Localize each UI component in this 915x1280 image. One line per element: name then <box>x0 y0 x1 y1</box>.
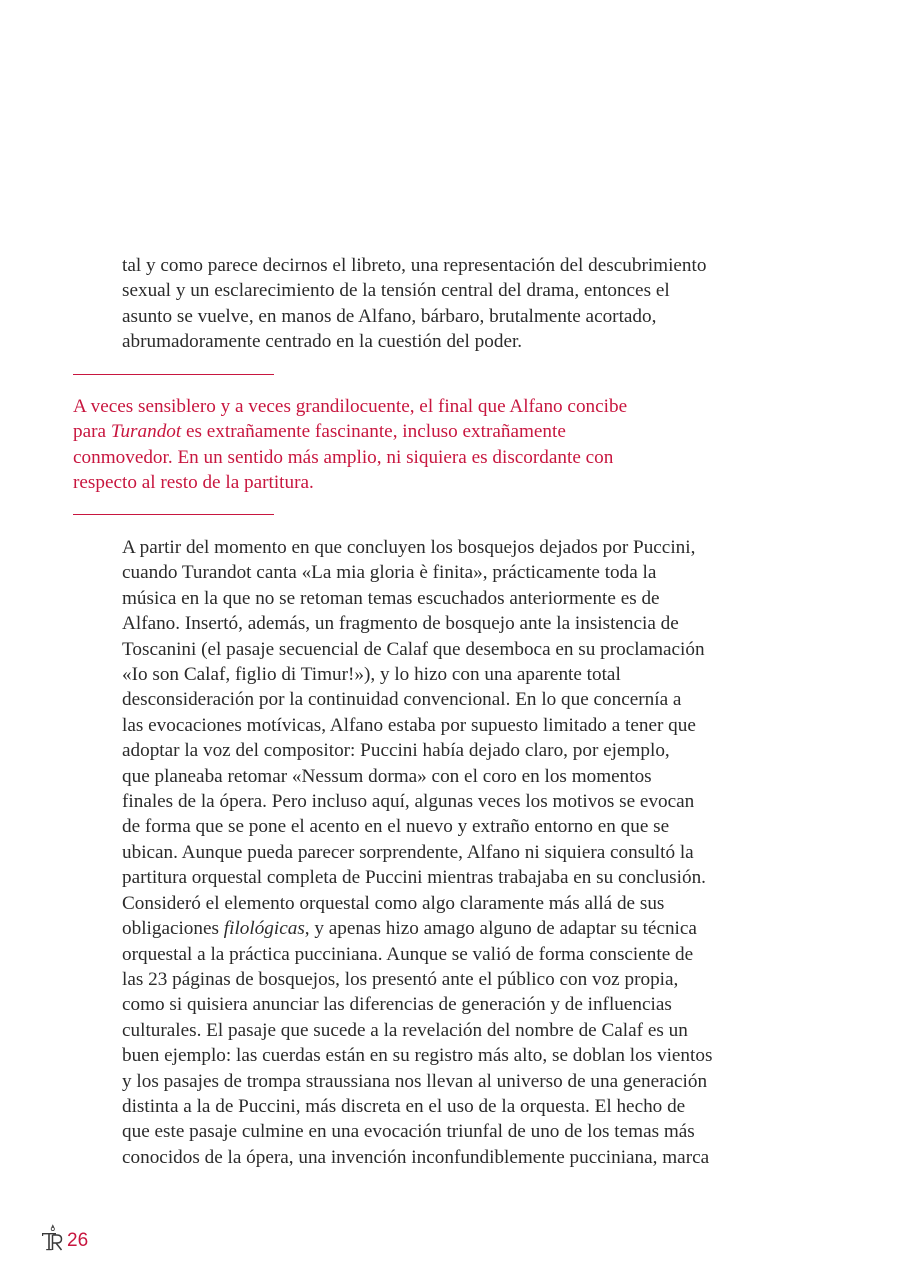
body-paragraph-top <box>122 253 706 355</box>
pull-quote-top-rule <box>73 374 274 375</box>
text-line: Consideró el elemento orquestal como algo claramente más allá de sus <box>122 892 665 914</box>
text-line: desconsideración por la continuidad convencional. En lo que concernía a <box>122 689 682 711</box>
pull-quote-line: A veces sensiblero y a veces grandilocuente, el final que Alfano concibe <box>73 396 628 417</box>
text-line: conocidos de la ópera, una invención inconfundiblemente pucciniana, marca <box>122 1146 710 1168</box>
text-line: sexual y un esclarecimiento de la tensión central del drama, entonces el <box>122 280 670 302</box>
pull-quote <box>73 394 627 496</box>
pull-quote-bottom-rule <box>73 514 274 515</box>
pull-quote-line: conmovedor. En un sentido más amplio, ni siquiera es discordante con <box>73 446 614 468</box>
text-line: como si quisiera anunciar las diferencias de generación y de influencias <box>122 994 672 1016</box>
text-line: y los pasajes de trompa straussiana nos llevan al universo de una generación <box>122 1070 708 1092</box>
text-line: abrumadoramente centrado en la cuestión del poder. <box>122 331 523 353</box>
text-fragment: , y apenas hizo amago alguno de adaptar su técnica <box>304 918 697 940</box>
pull-quote-line <box>73 419 627 444</box>
text-line: ubican. Aunque pueda parecer sorprendente, Alfano ni siquiera consultó la <box>122 841 694 863</box>
text-line: orquestal a la práctica pucciniana. Aunque se valió de forma consciente de <box>122 943 694 965</box>
teatro-real-logo-icon <box>40 1224 66 1252</box>
text-line: música en la que no se retoman temas escuchados anteriormente es de <box>122 587 660 609</box>
pull-quote-text: es extrañamente fascinante, incluso extrañamente <box>181 421 566 443</box>
text-line: de forma que se pone el acento en el nuevo y extraño entorno en que se <box>122 816 670 838</box>
text-line: «Io son Calaf, figlio di Timur!»), y lo hizo con una aparente total <box>122 664 621 686</box>
body-paragraph-main <box>122 535 712 1170</box>
text-line: culturales. El pasaje que sucede a la revelación del nombre de Calaf es un <box>122 1019 688 1041</box>
text-line: que este pasaje culmine en una evocación triunfal de uno de los temas más <box>122 1121 695 1143</box>
text-line: que planeaba retomar «Nessum dorma» con el coro en los momentos <box>122 765 652 787</box>
text-line: las 23 páginas de bosquejos, los presentó ante el público con voz propia, <box>122 968 679 990</box>
text-line: Toscanini (el pasaje secuencial de Calaf que desemboca en su proclamación <box>122 638 705 660</box>
text-line: Alfano. Insertó, además, un fragmento de bosquejo ante la insistencia de <box>122 613 679 635</box>
page-footer <box>40 1224 88 1252</box>
pull-quote-line: respecto al resto de la partitura. <box>73 472 314 494</box>
text-line: tal y como parece decirnos el libreto, una representación del descubrimiento <box>122 255 707 276</box>
text-line: cuando Turandot canta «La mia gloria è finita», prácticamente toda la <box>122 562 657 584</box>
text-line: A partir del momento en que concluyen los bosquejos dejados por Puccini, <box>122 537 696 558</box>
text-line: asunto se vuelve, en manos de Alfano, bárbaro, brutalmente acortado, <box>122 305 657 327</box>
pull-quote-text: para <box>73 421 111 443</box>
text-line: finales de la ópera. Pero incluso aquí, algunas veces los motivos se evocan <box>122 791 695 813</box>
text-line: distinta a la de Puccini, más discreta en el uso de la orquesta. El hecho de <box>122 1095 686 1117</box>
pull-quote-italic-title: Turandot <box>110 421 182 443</box>
italic-term: filológicas <box>223 918 305 940</box>
text-line: adoptar la voz del compositor: Puccini había dejado claro, por ejemplo, <box>122 740 670 762</box>
text-line <box>122 916 712 941</box>
text-line: partitura orquestal completa de Puccini mientras trabajaba en su conclusión. <box>122 867 706 889</box>
text-fragment: obligaciones <box>122 918 224 940</box>
text-line: las evocaciones motívicas, Alfano estaba por supuesto limitado a tener que <box>122 714 696 736</box>
text-line: buen ejemplo: las cuerdas están en su registro más alto, se doblan los vientos <box>122 1045 713 1067</box>
page-number: 26 <box>67 1230 89 1251</box>
